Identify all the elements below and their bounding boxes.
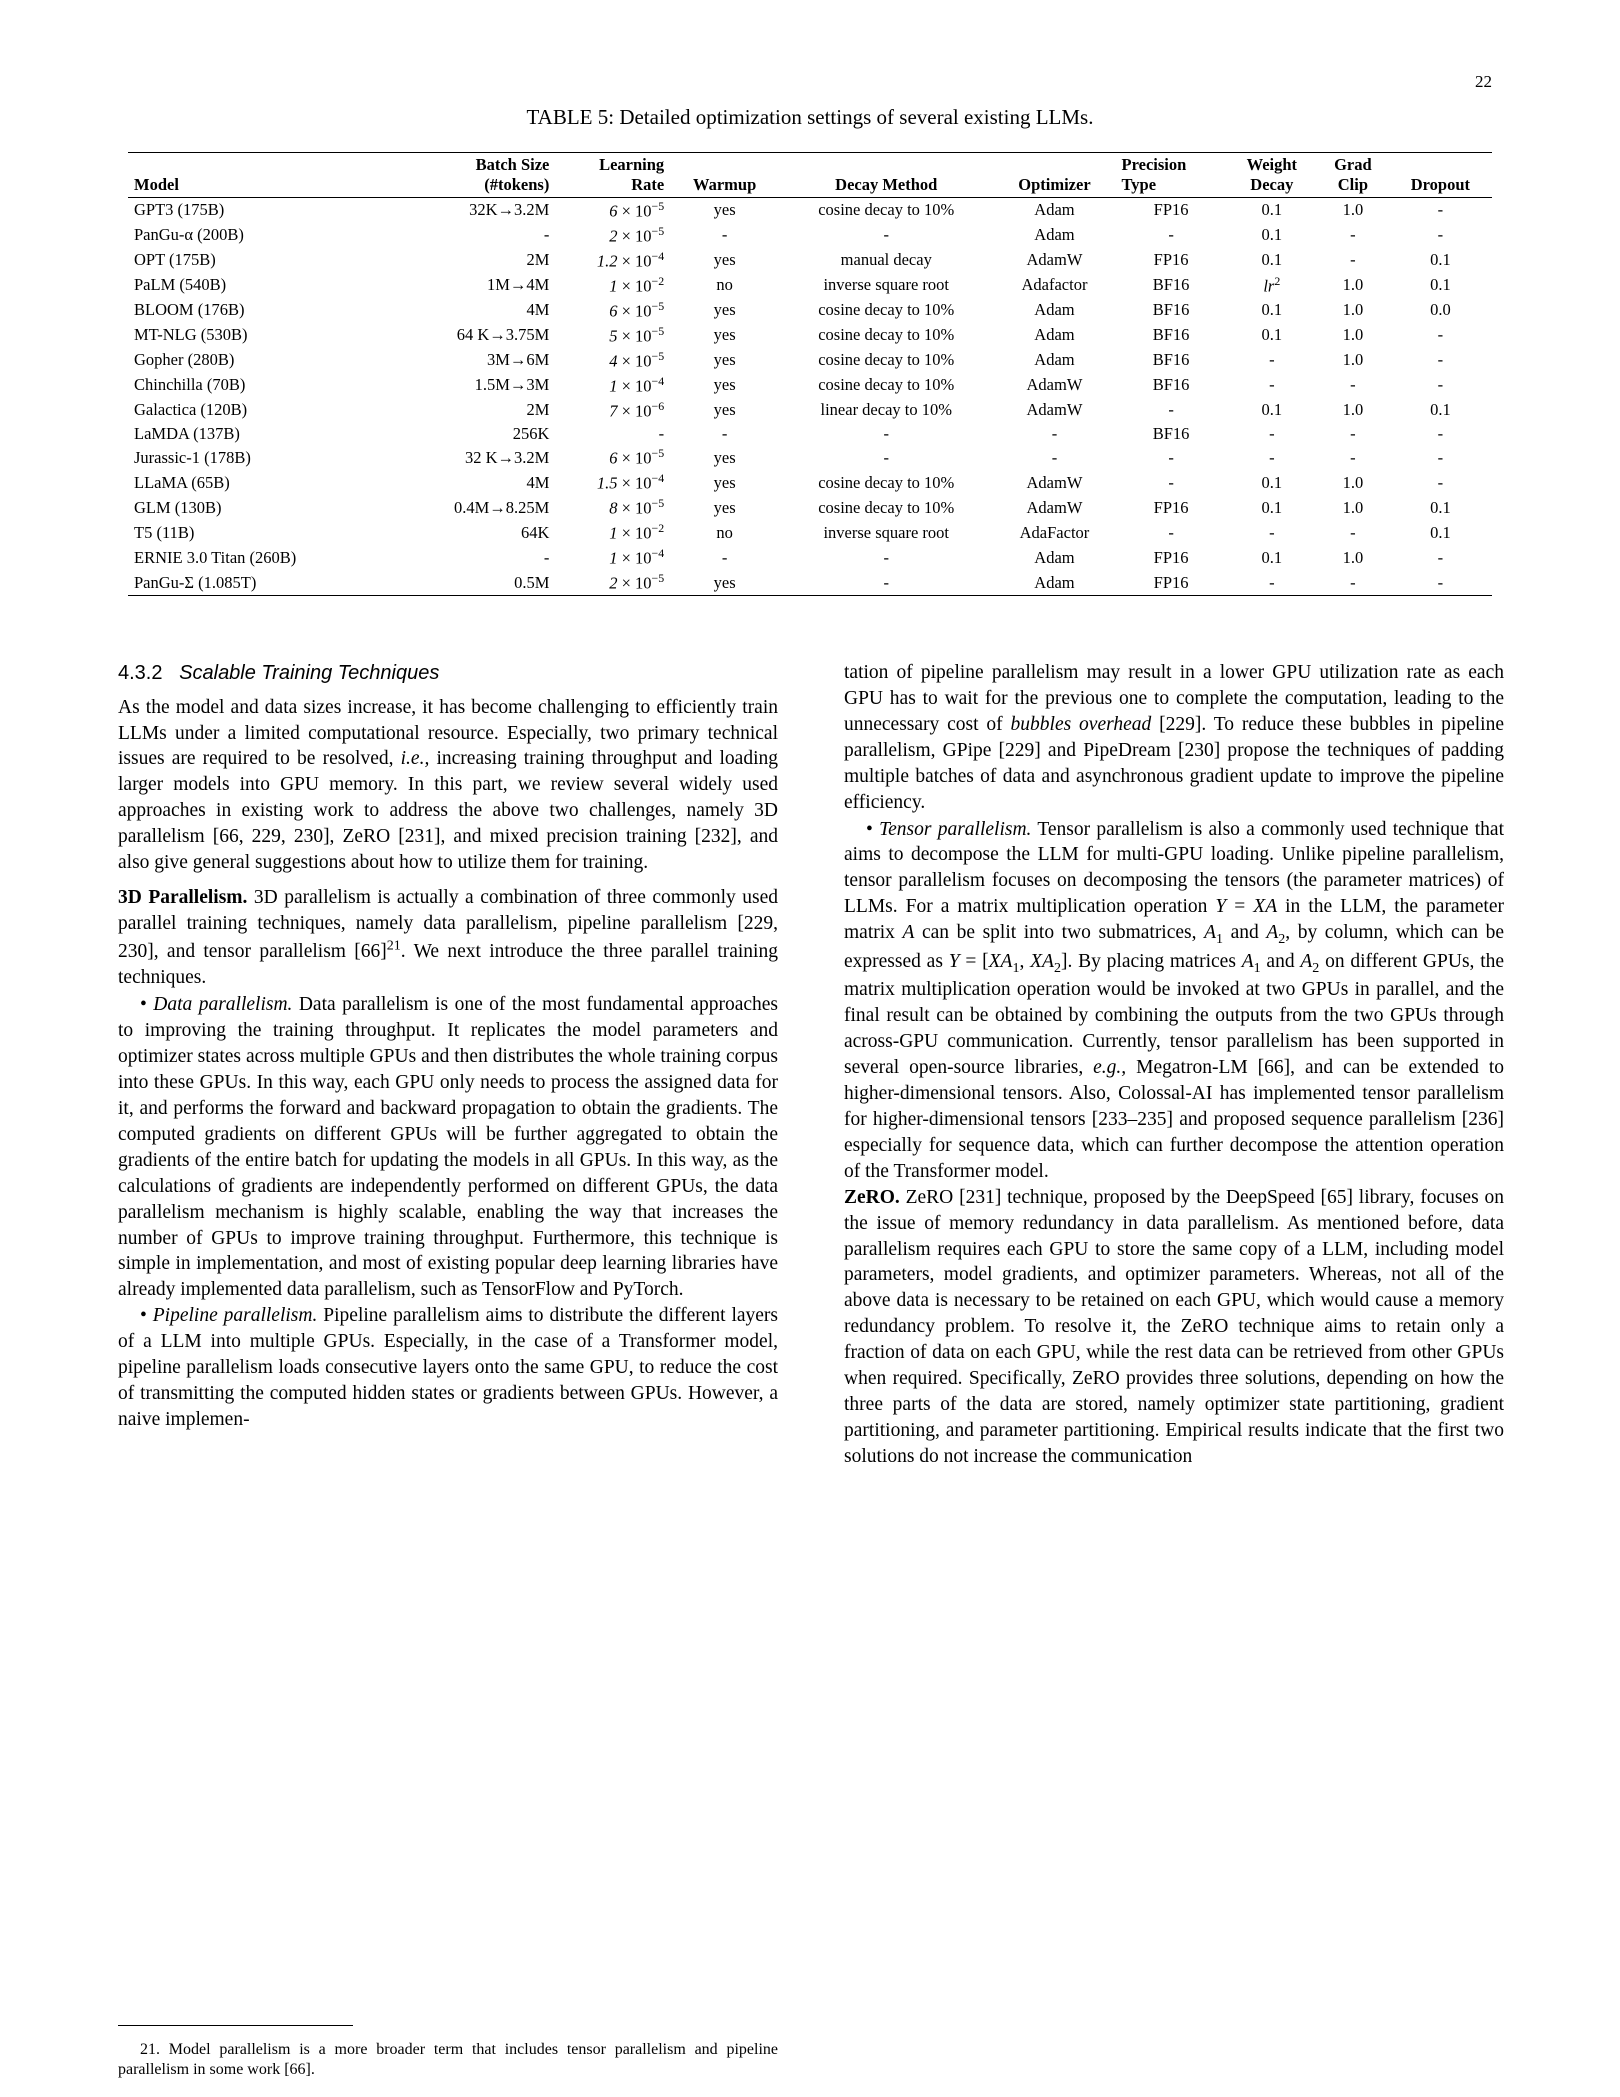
bullet-tensor-parallelism: • Tensor parallelism. Tensor parallelism is also a commonly used technique that aims to decompose the LLM for multi-GPU loading. Unlike pipeline parallelism, tensor parallelism focuses on decomposing the tensors (the parameter matrices) of LLMs. For a matrix multiplication operation Y = XA in the LLM, the parameter matrix A can be split into two submatrices, $A_1$ and $A_2$, by column, which can be expressed as $Y = [XA_1$, $XA_2$]. By placing matrices $A_1$ and $A_2$ on different GPUs, the matrix multiplication operation would be invoked at two GPUs in parallel, and the final result can be obtained by combining the outputs from the two GPUs through across-GPU communication. Currently, tensor parallelism has been supported in several open-source libraries, e.g., Megatron-LM [66], and can be extended to higher-dimensional tensors. Also, Colossal-AI has implemented tensor parallelism for higher-dimensional tensors [233–235] and proposed sequence parallelism [236] especially for sequence data, which can further decompose the attention operation of the Transformer model. xyxy=(844,818,1505,1182)
table-row xyxy=(128,373,1492,398)
cell-grad-clip: 1.0 xyxy=(1342,497,1364,517)
cell-learning-rate: $2 \times 10^{-5}$ xyxy=(609,571,665,593)
cell-optimizer: Adafactor xyxy=(1021,275,1088,295)
cell-precision-type: BF16 xyxy=(1152,325,1190,345)
cell-warmup: no xyxy=(716,522,733,542)
cell-warmup: yes xyxy=(713,400,736,420)
cell-dropout: 0.0 xyxy=(1430,300,1451,320)
cell-precision-type: - xyxy=(1168,400,1174,420)
cell-grad-clip: - xyxy=(1350,250,1356,270)
footnote-marker: 21 xyxy=(386,937,401,954)
cell-model: Gopher (280B) xyxy=(134,350,235,370)
cell-batch-size: 4M xyxy=(526,472,550,492)
table-row xyxy=(128,470,1492,495)
cell-grad-clip: - xyxy=(1350,423,1356,443)
header-learning-rate-line2: Rate xyxy=(631,174,665,194)
cell-learning-rate: $1.2 \times 10^{-4}$ xyxy=(596,248,665,271)
paragraph-pipeline-cont xyxy=(844,660,1504,816)
bullet-tensor-parallelism-text: Tensor parallelism is also a commonly used technique that aims to decompose the LLM for multi-GPU loading. Unlike pipeline parallelism, tensor parallelism focuses on decomposing the tensors (the parameter matrices) of LLMs. For a matrix multiplication operation Y = XA in the LLM, the parameter matrix A can be split into two submatrices, $A_1$ and $A_2$, by column, which can be expressed as $Y = [XA_1$, $XA_2$]. By placing matrices $A_1$ and $A_2$ on different GPUs, the matrix multiplication operation would be invoked at two GPUs in parallel, and the final result can be obtained by combining the outputs from the two GPUs through across-GPU communication. Currently, tensor parallelism has been supported in several open-source libraries, e.g., Megatron-LM [66], and can be extended to higher-dimensional tensors. Also, Colossal-AI has implemented tensor parallelism for higher-dimensional tensors [233–235] and proposed sequence parallelism [236] especially for sequence data, which can further decompose the attention operation of the Transformer model. xyxy=(844,818,1505,1182)
cell-dropout: 0.1 xyxy=(1430,400,1451,420)
header-optimizer: Optimizer xyxy=(1018,174,1091,194)
header-grad-clip-line2: Clip xyxy=(1337,174,1369,194)
cell-model: LLaMA (65B) xyxy=(134,472,230,492)
cell-grad-clip: 1.0 xyxy=(1342,472,1364,492)
header-learning-rate xyxy=(555,153,670,198)
table-body xyxy=(128,197,1492,596)
cell-dropout: - xyxy=(1437,547,1444,567)
table-row xyxy=(128,570,1492,596)
cell-batch-size: 2M xyxy=(526,400,550,420)
footnote-text: Model parallelism is a more broader term that includes tensor parallelism and pipeline parallelism in some work [66]. xyxy=(118,2041,778,2079)
cell-decay-method: cosine decay to 10% xyxy=(818,375,955,395)
cell-model: PanGu-α (200B) xyxy=(134,225,244,245)
cell-weight-decay: 0.1 xyxy=(1261,400,1283,420)
cell-model: LaMDA (137B) xyxy=(134,423,240,443)
bullet-pipeline-parallelism-head: Pipeline parallelism. xyxy=(152,1305,318,1327)
cell-model: PaLM (540B) xyxy=(134,275,227,295)
table-row xyxy=(128,298,1492,323)
cell-optimizer: Adam xyxy=(1034,350,1075,370)
cell-dropout: 0.1 xyxy=(1430,275,1451,295)
cell-decay-method: inverse square root xyxy=(823,275,950,295)
cell-optimizer: - xyxy=(1051,423,1058,443)
cell-precision-type: FP16 xyxy=(1153,572,1189,592)
cell-grad-clip: 1.0 xyxy=(1342,275,1364,295)
cell-dropout: - xyxy=(1437,200,1444,220)
cell-weight-decay: 0.1 xyxy=(1261,325,1283,345)
header-batch-size-line2: (#tokens) xyxy=(484,174,550,194)
page-number: 22 xyxy=(1475,72,1492,91)
header-grad-clip-line1: Grad xyxy=(1334,155,1372,174)
cell-precision-type: BF16 xyxy=(1152,350,1190,370)
cell-warmup: yes xyxy=(713,447,736,467)
paragraph-3d-parallelism xyxy=(118,885,778,991)
bullet-data-parallelism-text: Data parallelism is one of the most fundamental approaches to improving the training throughput. It replicates the model parameters and optimizer states across multiple GPUs and then distributes the whole training corpus into these GPUs. In this way, each GPU only needs to process the assigned data for it, and performs the forward and backward propagation to obtain the gradients. The computed gradients on different GPUs will be further aggregated to obtain the gradients of the entire batch for updating the models in all GPUs. In this way, as the calculations of gradients are independently performed on different GPUs, the data parallelism mechanism is highly scalable, enabling the way that increases the number of GPUs to improve training throughput. Furthermore, this technique is simple in implementation, and most of existing popular deep learning libraries have already implemented data parallelism, such as TensorFlow and PyTorch. xyxy=(118,994,779,1301)
cell-grad-clip: 1.0 xyxy=(1342,350,1364,370)
cell-warmup: yes xyxy=(713,300,736,320)
cell-weight-decay: 0.1 xyxy=(1261,300,1283,320)
table-header-row xyxy=(128,153,1492,198)
paragraph-zero xyxy=(844,1185,1504,1470)
cell-model: Chinchilla (70B) xyxy=(134,375,246,395)
bullet-data-parallelism-head: Data parallelism. xyxy=(153,994,293,1016)
cell-dropout: - xyxy=(1437,572,1444,592)
cell-decay-method: manual decay xyxy=(840,250,932,270)
header-precision-line2: Type xyxy=(1121,174,1157,194)
cell-dropout: 0.1 xyxy=(1430,497,1451,517)
cell-model: GLM (130B) xyxy=(134,497,222,517)
cell-warmup: yes xyxy=(713,497,736,517)
cell-grad-clip: 1.0 xyxy=(1342,325,1364,345)
cell-optimizer: Adam xyxy=(1034,325,1075,345)
cell-batch-size: - xyxy=(543,547,550,567)
cell-batch-size: 2M xyxy=(526,250,550,270)
cell-learning-rate: $1 \times 10^{-4}$ xyxy=(609,546,665,568)
cell-precision-type: - xyxy=(1168,472,1174,492)
cell-decay-method: cosine decay to 10% xyxy=(818,472,955,492)
cell-optimizer: - xyxy=(1051,447,1058,467)
header-batch-size-line1: Batch Size xyxy=(475,155,550,174)
cell-batch-size: 64K xyxy=(520,522,550,542)
left-column xyxy=(118,660,779,2079)
cell-weight-decay: 0.1 xyxy=(1261,472,1283,492)
cell-warmup: no xyxy=(716,275,733,295)
cell-optimizer: Adam xyxy=(1034,225,1075,245)
cell-precision-type: FP16 xyxy=(1153,200,1189,220)
cell-decay-method: cosine decay to 10% xyxy=(818,497,955,517)
cell-learning-rate: $1.5 \times 10^{-4}$ xyxy=(596,471,665,493)
bullet-pipeline-parallelism: • Pipeline parallelism. Pipeline parallelism aims to distribute the different layers of a LLM into multiple GPUs. Especially, in the case of a Transformer model, pipeline parallelism loads consecutive layers onto the same GPU, to reduce the cost of transmitting the computed hidden states or gradients between GPUs. However, a naive implemen- xyxy=(118,1305,779,1430)
cell-decay-method: linear decay to 10% xyxy=(820,400,952,420)
paragraph-intro-text: As the model and data sizes increase, it has become challenging to efficiently train LLMs under a limited computational resource. Especially, two primary technical issues are required to be resolved, i.e., increasing training throughput and loading larger models into GPU memory. In this part, we review several widely used approaches in existing work to address the above two challenges, namely 3D parallelism [66, 229, 230], ZeRO [231], and mixed precision training [232], and also give general suggestions about how to utilize them for training. xyxy=(118,696,778,874)
cell-dropout: 0.1 xyxy=(1430,250,1451,270)
cell-precision-type: FP16 xyxy=(1153,547,1189,567)
cell-grad-clip: 1.0 xyxy=(1342,400,1364,420)
cell-dropout: - xyxy=(1437,325,1444,345)
cell-batch-size: 0.5M xyxy=(514,572,550,592)
header-model xyxy=(128,153,400,198)
table-row xyxy=(128,273,1492,298)
cell-grad-clip: - xyxy=(1350,522,1356,542)
cell-learning-rate: $1 \times 10^{-2}$ xyxy=(609,273,665,296)
cell-precision-type: - xyxy=(1168,447,1174,467)
cell-warmup: yes xyxy=(713,250,736,270)
cell-precision-type: BF16 xyxy=(1152,375,1190,395)
cell-decay-method: inverse square root xyxy=(823,522,950,542)
llm-optimization-settings-table xyxy=(128,152,1492,596)
cell-decay-method: cosine decay to 10% xyxy=(818,300,955,320)
cell-grad-clip: 1.0 xyxy=(1342,200,1364,220)
cell-dropout: - xyxy=(1437,472,1444,492)
cell-learning-rate: $1 \times 10^{-4}$ xyxy=(609,373,665,396)
paragraph-3d-parallelism-text: 3D parallelism is actually a combination of three commonly used parallel training techniques, namely data parallelism, pipeline parallelism [229, 230], and tensor parallelism $[66]^{21}$. We next introduce the three parallel training techniques. xyxy=(118,887,778,989)
header-warmup: Warmup xyxy=(693,174,757,194)
cell-model: MT-NLG (530B) xyxy=(134,325,248,345)
cell-grad-clip: - xyxy=(1350,447,1356,467)
cell-batch-size: - xyxy=(543,225,550,245)
table-header xyxy=(128,153,1492,198)
header-grad-clip xyxy=(1317,153,1389,198)
table-row xyxy=(128,323,1492,348)
cell-optimizer: Adam xyxy=(1034,547,1075,567)
header-precision-type xyxy=(1116,153,1227,198)
cell-warmup: yes xyxy=(713,572,736,592)
cell-grad-clip: - xyxy=(1350,572,1356,592)
cell-batch-size: 64 K→3.75M xyxy=(456,325,550,345)
cell-precision-type: BF16 xyxy=(1152,300,1190,320)
section-number: 4.3.2 xyxy=(118,662,163,684)
cell-optimizer: AdamW xyxy=(1026,400,1083,420)
cell-optimizer: AdamW xyxy=(1026,250,1083,270)
cell-decay-method: - xyxy=(883,547,889,567)
table-row xyxy=(128,520,1492,545)
cell-learning-rate: $6 \times 10^{-5}$ xyxy=(609,198,665,221)
header-model-line1: Model xyxy=(134,174,179,194)
cell-learning-rate: $1 \times 10^{-2}$ xyxy=(609,521,665,543)
cell-model: Jurassic-1 (178B) xyxy=(134,447,251,467)
cell-learning-rate: $6 \times 10^{-5}$ xyxy=(609,298,665,321)
cell-precision-type: - xyxy=(1168,225,1174,245)
cell-batch-size: 0.4M→8.25M xyxy=(454,497,550,517)
right-column xyxy=(844,660,1504,1471)
cell-weight-decay: 0.1 xyxy=(1261,200,1283,220)
cell-grad-clip: - xyxy=(1350,225,1356,245)
header-precision-line1: Precision xyxy=(1121,155,1187,174)
bullet-pipeline-parallelism-text: Pipeline parallelism aims to distribute the different layers of a LLM into multiple GPUs. Especially, in the case of a Transformer model, pipeline parallelism loads consecutive layers onto the same GPU, to reduce the cost of transmitting the computed hidden states or gradients between GPUs. However, a naive implemen- xyxy=(118,1305,779,1430)
cell-grad-clip: 1.0 xyxy=(1342,547,1364,567)
footnote-number: 21. xyxy=(140,2041,160,2058)
cell-batch-size: 4M xyxy=(526,300,550,320)
header-dropout: Dropout xyxy=(1410,174,1471,194)
cell-optimizer: Adam xyxy=(1034,300,1075,320)
cell-batch-size: 1.5M→3M xyxy=(474,375,550,395)
cell-learning-rate: $8 \times 10^{-5}$ xyxy=(609,496,665,518)
cell-dropout: - xyxy=(1437,423,1444,443)
section-title: Scalable Training Techniques xyxy=(179,662,440,684)
cell-warmup: yes xyxy=(713,472,736,492)
footnote-separator xyxy=(118,2025,353,2026)
cell-learning-rate: $7 \times 10^{-6}$ xyxy=(609,398,665,421)
header-weight-decay xyxy=(1227,153,1317,198)
cell-decay-method: - xyxy=(883,423,889,443)
cell-precision-type: BF16 xyxy=(1152,423,1190,443)
cell-decay-method: cosine decay to 10% xyxy=(818,350,955,370)
cell-warmup: yes xyxy=(713,200,736,220)
header-weight-decay-line2: Decay xyxy=(1250,174,1294,194)
section-heading xyxy=(118,660,778,687)
cell-model: T5 (11B) xyxy=(134,522,195,542)
cell-warmup: yes xyxy=(713,325,736,345)
cell-optimizer: AdamW xyxy=(1026,375,1083,395)
cell-weight-decay: 0.1 xyxy=(1261,497,1283,517)
header-batch-size xyxy=(400,153,555,198)
cell-warmup: - xyxy=(721,547,728,567)
header-learning-rate-line1: Learning xyxy=(599,155,665,174)
cell-optimizer: AdamW xyxy=(1026,472,1083,492)
cell-precision-type: BF16 xyxy=(1152,275,1190,295)
cell-warmup: - xyxy=(721,225,728,245)
cell-learning-rate: - xyxy=(658,423,665,443)
cell-batch-size: 32K→3.2M xyxy=(469,200,550,220)
cell-weight-decay: 0.1 xyxy=(1261,547,1283,567)
cell-precision-type: FP16 xyxy=(1153,250,1189,270)
cell-optimizer: AdaFactor xyxy=(1019,522,1090,542)
bullet-tensor-parallelism-head: Tensor parallelism. xyxy=(879,818,1032,840)
body-columns xyxy=(118,660,1505,2079)
cell-batch-size: 32 K→3.2M xyxy=(465,447,550,467)
cell-model: ERNIE 3.0 Titan (260B) xyxy=(134,547,297,567)
cell-learning-rate: $4 \times 10^{-5}$ xyxy=(609,348,665,371)
paragraph-pipeline-cont-text: tation of pipeline parallelism may result in a lower GPU utilization rate as each GPU has to wait for the previous one to complete the computation, leading to the unnecessary cost of bubbles overhead [229]. To reduce these bubbles in pipeline parallelism, GPipe [229] and PipeDream [230] propose the techniques of padding multiple batches of data and asynchronous gradient update to improve the pipeline efficiency. xyxy=(844,662,1504,813)
table-caption: TABLE 5: Detailed optimization settings of several existing LLMs. xyxy=(526,105,1094,129)
paragraph-zero-head: ZeRO. xyxy=(844,1186,900,1208)
cell-dropout: - xyxy=(1437,225,1444,245)
cell-dropout: - xyxy=(1437,447,1444,467)
cell-dropout: 0.1 xyxy=(1430,522,1451,542)
cell-weight-decay: - xyxy=(1269,447,1275,467)
cell-learning-rate: $2 \times 10^{-5}$ xyxy=(609,223,665,246)
cell-model: PanGu-Σ (1.085T) xyxy=(134,572,257,592)
cell-batch-size: 3M→6M xyxy=(487,350,550,370)
cell-weight-decay: - xyxy=(1269,350,1275,370)
table-row xyxy=(128,348,1492,373)
cell-warmup: - xyxy=(721,423,728,443)
table-row xyxy=(128,423,1492,446)
cell-optimizer: Adam xyxy=(1034,572,1075,592)
cell-weight-decay: $lr^2$ xyxy=(1263,273,1281,296)
cell-precision-type: - xyxy=(1168,522,1174,542)
table-row xyxy=(128,495,1492,520)
paragraph-intro xyxy=(118,695,778,876)
header-weight-decay-line1: Weight xyxy=(1246,155,1298,174)
cell-decay-method: - xyxy=(883,447,889,467)
cell-warmup: yes xyxy=(713,350,736,370)
cell-learning-rate: $6 \times 10^{-5}$ xyxy=(609,446,665,468)
bullet-data-parallelism: • Data parallelism. Data parallelism is one of the most fundamental approaches to improving the training throughput. It replicates the model parameters and optimizer states across multiple GPUs and then distributes the whole training corpus into these GPUs. In this way, each GPU only needs to process the assigned data for it, and performs the forward and backward propagation to obtain the gradients. The computed gradients on different GPUs will be further aggregated to obtain the gradients of the entire batch for updating the models in all GPUs. In this way, as the calculations of gradients are independently performed on different GPUs, the data parallelism mechanism is highly scalable, enabling the way that increases the number of GPUs to improve training throughput. Furthermore, this technique is simple in implementation, and most of existing popular deep learning libraries have already implemented data parallelism, such as TensorFlow and PyTorch. xyxy=(118,994,779,1301)
cell-warmup: yes xyxy=(713,375,736,395)
cell-decay-method: cosine decay to 10% xyxy=(818,325,955,345)
cell-decay-method: - xyxy=(883,572,889,592)
table-row xyxy=(128,398,1492,423)
cell-model: BLOOM (176B) xyxy=(134,300,245,320)
cell-weight-decay: - xyxy=(1269,522,1275,542)
cell-batch-size: 1M→4M xyxy=(487,275,550,295)
cell-weight-decay: 0.1 xyxy=(1261,225,1283,245)
table-row xyxy=(128,223,1492,248)
header-decay-method: Decay Method xyxy=(835,174,938,194)
cell-batch-size: 256K xyxy=(512,423,550,443)
table-row xyxy=(128,545,1492,570)
cell-precision-type: FP16 xyxy=(1153,497,1189,517)
cell-decay-method: - xyxy=(883,225,889,245)
cell-weight-decay: 0.1 xyxy=(1261,250,1283,270)
table-row xyxy=(128,248,1492,273)
cell-grad-clip: - xyxy=(1350,375,1356,395)
table-row xyxy=(128,445,1492,470)
cell-weight-decay: - xyxy=(1269,375,1275,395)
paragraph-3d-parallelism-head: 3D Parallelism. xyxy=(118,887,248,909)
paragraph-zero-text: ZeRO [231] technique, proposed by the DeepSpeed [65] library, focuses on the issue of memory redundancy in data parallelism. As mentioned before, data parallelism requires each GPU to store the same copy of a LLM, including model parameters, model gradients, and optimizer parameters. Whereas, not all of the above data is necessary to be retained on each GPU, which would cause a memory redundancy problem. To resolve it, the ZeRO technique aims to retain only a fraction of data on each GPU, while the rest data can be retrieved from other GPUs when required. Specifically, ZeRO provides three solutions, depending on how the three parts of the data are stored, namely optimizer state partitioning, gradient partitioning, and parameter partitioning. Empirical results indicate that the first two solutions do not increase the communication xyxy=(844,1186,1504,1467)
cell-dropout: - xyxy=(1437,375,1444,395)
cell-weight-decay: - xyxy=(1269,572,1275,592)
cell-optimizer: AdamW xyxy=(1026,497,1083,517)
cell-model: OPT (175B) xyxy=(134,250,216,270)
cell-optimizer: Adam xyxy=(1034,200,1075,220)
footnote xyxy=(118,2040,778,2081)
table-row xyxy=(128,197,1492,223)
cell-learning-rate: $5 \times 10^{-5}$ xyxy=(609,323,665,346)
cell-model: GPT3 (175B) xyxy=(134,200,225,220)
cell-decay-method: cosine decay to 10% xyxy=(818,200,955,220)
cell-dropout: - xyxy=(1437,350,1444,370)
cell-model: Galactica (120B) xyxy=(134,400,248,420)
cell-weight-decay: - xyxy=(1269,423,1275,443)
cell-grad-clip: 1.0 xyxy=(1342,300,1364,320)
